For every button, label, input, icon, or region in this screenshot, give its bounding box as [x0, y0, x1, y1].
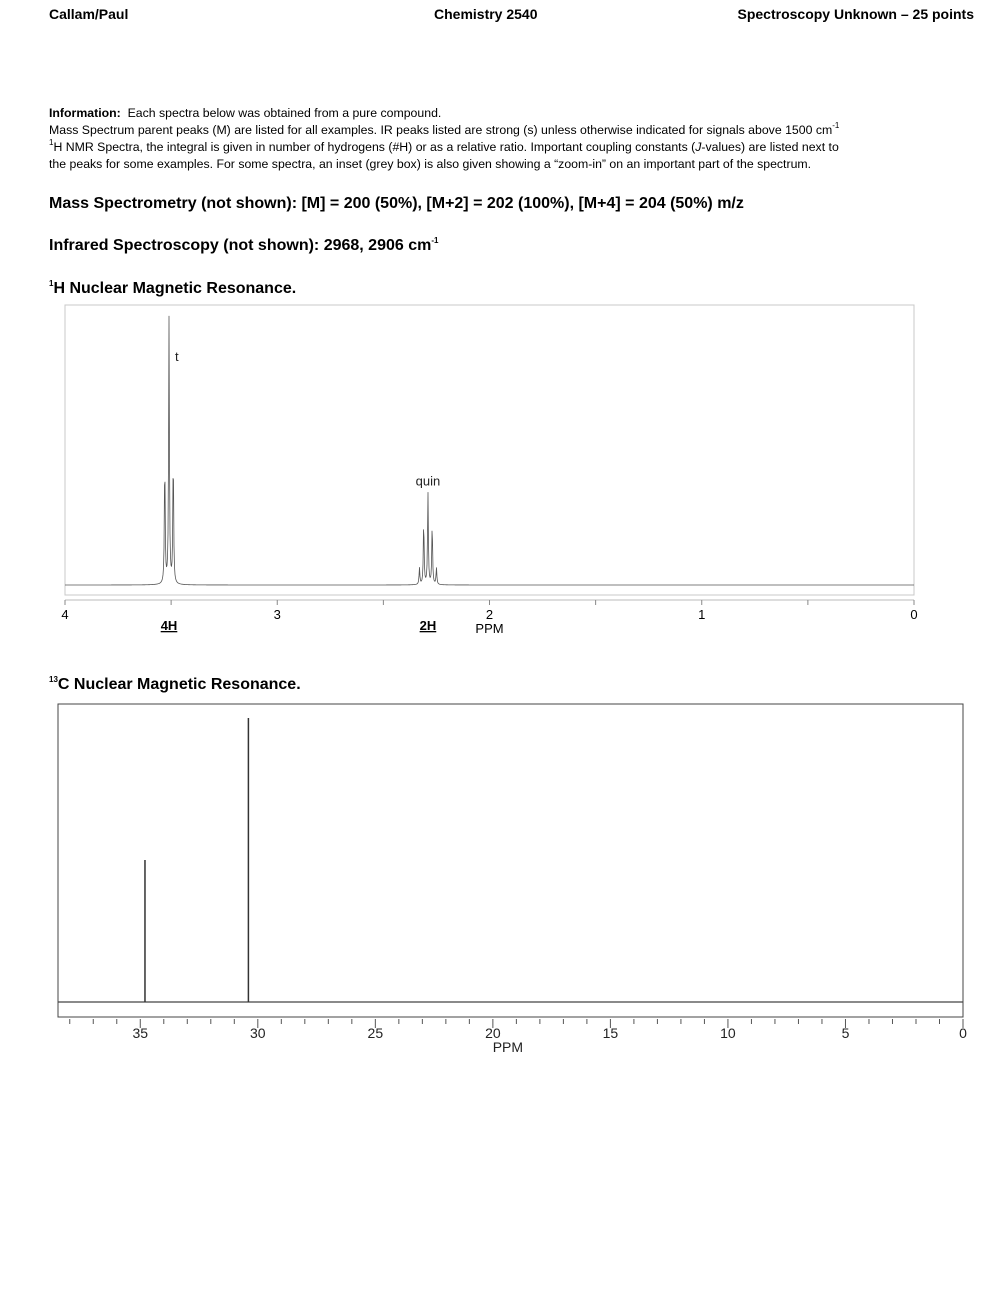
info-text-3i: J [695, 140, 702, 154]
info-sup-3: 1 [49, 137, 54, 147]
h-nmr-tick-label: 4 [61, 607, 69, 622]
h-nmr-text: H Nuclear Magnetic Resonance. [53, 280, 297, 297]
c-nmr-tick-label: 10 [720, 1025, 736, 1041]
h-nmr-tick-label: 3 [273, 607, 281, 622]
header-title: Spectroscopy Unknown – 25 points [737, 6, 974, 22]
h-nmr-tick-label: 1 [698, 607, 706, 622]
information-block [49, 105, 979, 173]
c-nmr-tick-label: 15 [602, 1025, 619, 1041]
mass-spec-label: Mass Spectrometry (not shown): [M] = 200 (50%), [M+2] = 202 (100%), [M+4] = 204 (50%) m/z [49, 195, 744, 212]
header-author: Callam/Paul [49, 6, 129, 22]
multiplicity-label: quin [415, 473, 441, 489]
c-nmr-spectrum [0, 700, 1000, 1070]
h-nmr-sup: 1 [49, 278, 54, 288]
h-nmr-tick-label: 0 [910, 607, 918, 622]
c-nmr-tick-label: 30 [250, 1025, 266, 1041]
c-nmr-sup: 13 [49, 674, 58, 684]
c-nmr-axis-title: PPM [492, 1039, 524, 1055]
info-text-3a: H NMR Spectra, the integral is given in number of hydrogens (#H) or as a relative ratio. Important coupling constants ( [53, 140, 696, 154]
ir-text: Infrared Spectroscopy (not shown): 2968, 2906 cm [49, 237, 432, 254]
c-nmr-frame [58, 704, 963, 1017]
c-nmr-tick-label: 35 [132, 1025, 149, 1041]
c-nmr-tick-label: 20 [485, 1025, 501, 1041]
info-lead: Information: [49, 106, 121, 120]
integral-label: 2H [419, 618, 437, 633]
info-line-3 [49, 139, 979, 156]
c-nmr-tick-label: 25 [367, 1025, 384, 1041]
c-nmr-title [49, 676, 301, 694]
h-nmr-axis-title: PPM [475, 621, 504, 636]
info-line-1 [49, 105, 979, 122]
info-text-4: the peaks for some examples. For some spectra, an inset (grey box) is also given showing a “zoom-in” on an important part of the spectrum. [49, 157, 812, 171]
info-text-2: Mass Spectrum parent peaks (M) are listed for all examples. IR peaks listed are strong (s) unless otherwise indicated for signals above 1500 cm [49, 123, 833, 137]
h-nmr-title [49, 280, 296, 298]
integral-label: 4H [160, 618, 178, 633]
info-line-4 [49, 156, 979, 173]
multiplicity-label: t [175, 349, 179, 364]
info-line-2 [49, 122, 979, 139]
c-nmr-text: C Nuclear Magnetic Resonance. [57, 676, 301, 693]
info-text-3b: -values) are listed next to [701, 140, 839, 154]
header-course: Chemistry 2540 [434, 6, 538, 22]
h-nmr-trace [65, 316, 914, 585]
info-sup-2: -1 [832, 120, 840, 130]
h-nmr-spectrum [0, 300, 1000, 660]
h-nmr-tick-label: 2 [485, 607, 494, 622]
ir-label [49, 237, 438, 255]
info-text-1: Each spectra below was obtained from a pure compound. [127, 106, 442, 120]
c-nmr-tick-label: 0 [959, 1025, 967, 1041]
c-nmr-tick-label: 5 [841, 1025, 850, 1041]
h-nmr-frame [65, 305, 914, 595]
ir-sup: -1 [431, 235, 439, 245]
